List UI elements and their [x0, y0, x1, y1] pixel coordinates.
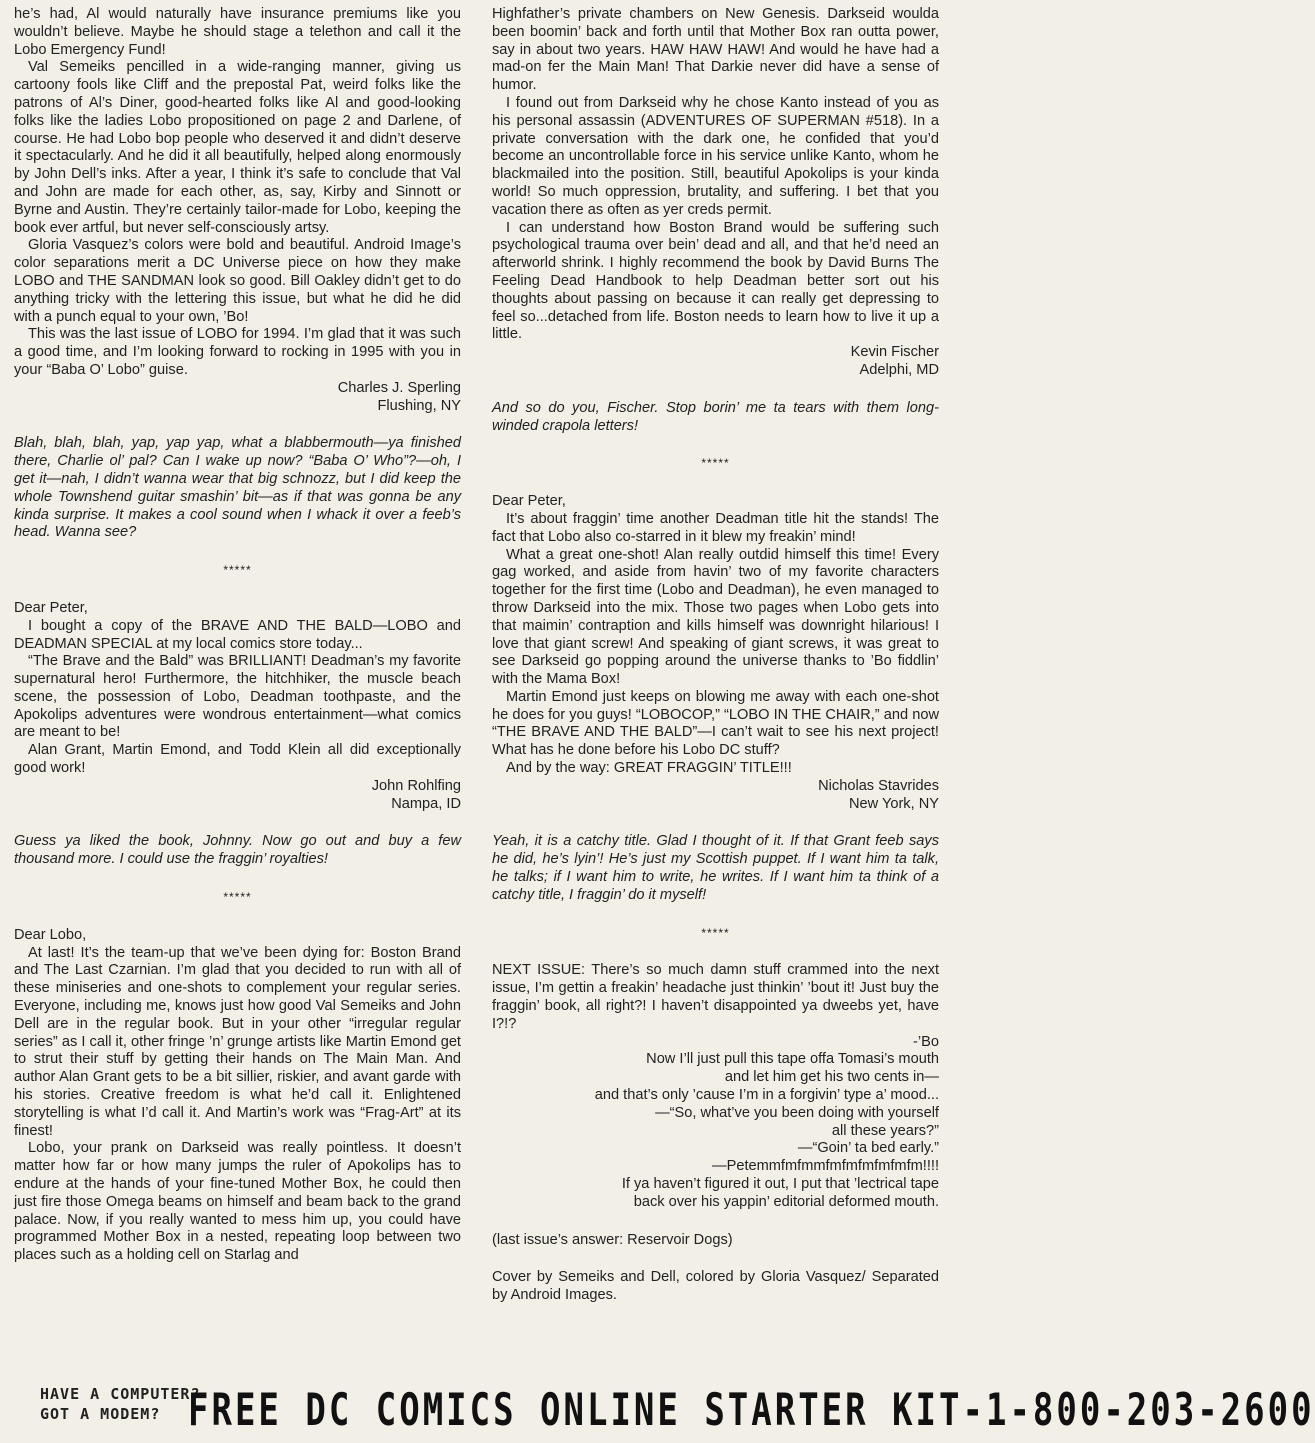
- body-paragraph: I bought a copy of the BRAVE AND THE BALD—LOBO and DEADMAN SPECIAL at my local comics store today...: [14, 617, 461, 652]
- body-paragraph: Cover by Semeiks and Dell, colored by Gloria Vasquez/ Separated by Android Images.: [492, 1269, 939, 1304]
- letter-signature: Charles J. Sperling: [337, 379, 461, 396]
- body-paragraph: “The Brave and the Bald” was BRILLIANT! Deadman’s my favorite supernatural hero! Furthermore, the hitchhiker, the muscle beach scene, the possession of Lobo, Deadman toothpaste, and the Apokolips adventures were wondrous entertainment—what comics are meant to be!: [14, 653, 461, 741]
- spacer: [492, 1249, 939, 1269]
- body-paragraph: I can understand how Boston Brand would be suffering such psychological trauma over bein’ dead and all, and that he’d need an afterworld shrink. I highly recommend the book by David Burns The Feeling Dead Handbook to help Deadman better sort out his thoughts about passing on because it can really get depressing to feel so...detached from life. Boston needs to learn how to live it up a little.: [492, 219, 939, 343]
- ad-question: [40, 1384, 201, 1424]
- right-aligned-line: —“Goin’ ta bed early.”: [797, 1140, 939, 1157]
- body-paragraph: Alan Grant, Martin Emond, and Todd Klein all did exceptionally good work!: [14, 742, 461, 777]
- right-aligned-line: -’Bo: [913, 1033, 939, 1050]
- letter-signature: John Rohlfing: [371, 777, 461, 794]
- right-aligned-line: —“So, what’ve you been doing with yourself: [655, 1104, 939, 1121]
- editor-reply: And so do you, Fischer. Stop borin’ me ta tears with them long-winded crapola letters!: [492, 399, 939, 434]
- letter-signature: Adelphi, MD: [859, 361, 939, 378]
- letter-signature: Nicholas Stavrides: [818, 777, 939, 794]
- right-aligned-line: If ya haven’t figured it out, I put that ’lectrical tape: [621, 1176, 939, 1193]
- letter-signature: Nampa, ID: [391, 795, 461, 812]
- ad-question-line-1: HAVE A COMPUTER?: [40, 1385, 201, 1403]
- section-divider: *****: [223, 563, 252, 578]
- body-paragraph: Martin Emond just keeps on blowing me away with each one-shot he does for you guys! “LOBOCOP,” “LOBO IN THE CHAIR,” and now “THE BRAVE AND THE BALD”—I can’t wait to see his next project! What has he done before his Lobo DC stuff?: [492, 688, 939, 759]
- right-aligned-line: —Petemmfmfmmfmfmfmfmfmfm!!!!: [712, 1158, 939, 1175]
- section-divider: *****: [223, 890, 252, 905]
- letter-salutation: Dear Peter,: [492, 493, 566, 510]
- ad-question-line-2: GOT A MODEM?: [40, 1405, 161, 1423]
- body-paragraph: Gloria Vasquez’s colors were bold and beautiful. Android Image’s color separations merit a DC Universe piece on how they make LOBO and THE SANDMAN look so good. Bill Oakley didn’t get to do anything tricky with the lettering this issue, but what he did he did with a punch equal to your own, ’Bo!: [14, 237, 461, 325]
- section-divider: *****: [701, 456, 730, 471]
- right-aligned-line: back over his yappin’ editorial deformed mouth.: [633, 1193, 939, 1210]
- body-paragraph: (last issue’s answer: Reservoir Dogs): [492, 1231, 733, 1248]
- body-paragraph: This was the last issue of LOBO for 1994. I’m glad that it was such a good time, and I’m looking forward to rocking in 1995 with you in your “Baba O’ Lobo” guise.: [14, 326, 461, 378]
- right-aligned-line: Now I’ll just pull this tape offa Tomasi’s mouth: [646, 1051, 939, 1068]
- letters-page: [14, 6, 939, 1372]
- editor-reply: Blah, blah, blah, yap, yap yap, what a blabbermouth—ya finished there, Charlie ol’ pal? Can I wake up now? “Baba O’ Who”?—oh, I get it—nah, I didn’t wanna wear that big schnozz, but I did keep the whole Townshend guitar smashin’ bit—as if that was gonna be any kinda surprise. It makes a cool sound when I whack it over a feeb’s head. Wanna see?: [14, 435, 461, 541]
- letter-signature: Kevin Fischer: [850, 344, 939, 361]
- section-divider: *****: [701, 925, 730, 940]
- letter-salutation: Dear Lobo,: [14, 926, 87, 943]
- body-paragraph: It’s about fraggin’ time another Deadman title hit the stands! The fact that Lobo also co-starred in it blew my freakin’ mind!: [492, 510, 939, 545]
- right-aligned-line: and let him get his two cents in—: [724, 1069, 939, 1086]
- spacer: [492, 1212, 939, 1232]
- body-paragraph: At last! It’s the team-up that we’ve been dying for: Boston Brand and The Last Czarnian. I’m glad that you decided to run with all of these miniseries and one-shots to complement your regular series. Everyone, including me, knows just how good Val Semeiks and John Dell are in the regular book. But in your other “irregular regular series” as I call it, other fringe ’n’ grunge artists like Martin Emond get to strut their stuff by getting their hands on The Main Man. And author Alan Grant gets to be a bit sillier, riskier, and avant garde with his stories. Creative freedom is what he’d call it. Enlightened storytelling is what I’d call it. And Martin’s work was “Frag-Art” at its finest!: [14, 944, 461, 1139]
- body-paragraph: Lobo, your prank on Darkseid was really pointless. It doesn’t matter how far or how many jumps the ruler of Apokolips has to endure at the hands of your fine-tuned Mother Box, he could then just fire those Omega beams on himself and beam back to the grand palace. Now, if you really wanted to mess him up, you could have programmed Mother Box in a nested, repeating loop between two places such as a holding cell on Starlag and: [14, 1140, 461, 1264]
- left-column: [14, 6, 461, 1265]
- body-paragraph: NEXT ISSUE: There’s so much damn stuff crammed into the next issue, I’m gettin a freakin’ headache just thinkin’ ’bout it! Just buy the fraggin’ book, all right?! I haven’t disappointed ya dweebs yet, have I?!?: [492, 962, 939, 1032]
- letter-salutation: Dear Peter,: [14, 599, 88, 616]
- ad-headline: FREE DC COMICS ONLINE STARTER KIT-1-800-203-2600: [188, 1384, 1315, 1437]
- footer-ad-banner: [0, 1378, 1315, 1443]
- body-paragraph: I found out from Darkseid why he chose Kanto instead of you as his personal assassin (ADVENTURES OF SUPERMAN #518). In a private conversation with the dark one, he confided that you’d become an uncontrollable force in his service unlike Kanto, whom he blackmailed into the position. Still, beautiful Apokolips is your kinda world! So much oppression, brutality, and suffering. I bet that you vacation there as often as yer creds permit.: [492, 94, 939, 218]
- body-paragraph: And by the way: GREAT FRAGGIN’ TITLE!!!: [506, 760, 792, 777]
- letter-signature: New York, NY: [848, 795, 939, 812]
- right-aligned-line: all these years?”: [831, 1122, 939, 1139]
- letter-signature: Flushing, NY: [377, 397, 461, 414]
- body-paragraph: Val Semeiks pencilled in a wide-ranging manner, giving us cartoony fools like Cliff and the prepostal Pat, weird folks like the patrons of Al’s Diner, good-hearted folks like Al and good-looking folks like the ladies Lobo propositioned on page 2 and Darlene, of course. He had Lobo bop people who deserved it and didn’t deserve it spectacularly. And he did it all beautifully, helped along enormously by John Dell’s inks. After a year, I think it’s safe to conclude that Val and John are made for each other, as, say, Kirby and Sinnott or Byrne and Austin. They’re certainly tailor-made for Lobo, keeping the book ever artful, but never self-consciously artsy.: [14, 59, 461, 236]
- body-paragraph: What a great one-shot! Alan really outdid himself this time! Every gag worked, and aside from havin’ two of my favorite characters together for the first time (Lobo and Deadman), he even managed to throw Darkseid into the mix. Those two pages when Lobo gets into that maimin’ contraption and kills himself was downright hilarious! I love that giant screw! And speaking of giant screws, it was great to see Darkseid go popping around the universe thanks to ’Bo fiddlin’ with the Mama Box!: [492, 546, 939, 688]
- editor-reply: Yeah, it is a catchy title. Glad I thought of it. If that Grant feeb says he did, he’s lyin’! He’s just my Scottish puppet. If I want him ta talk, he talks; if I want him to write, he writes. If I want him ta think of a catchy title, I fraggin’ do it myself!: [492, 833, 939, 903]
- editor-reply: Guess ya liked the book, Johnny. Now go out and buy a few thousand more. I could use the fraggin’ royalties!: [14, 833, 461, 868]
- body-paragraph: he’s had, Al would naturally have insurance premiums like you wouldn’t believe. Maybe he should stage a telethon and call it the Lobo Emergency Fund!: [14, 6, 461, 58]
- right-aligned-line: and that’s only ’cause I’m in a forgivin’ type a’ mood...: [594, 1087, 939, 1104]
- right-column: [492, 6, 939, 1305]
- body-paragraph: Highfather’s private chambers on New Genesis. Darkseid woulda been boomin’ back and forth until that Mother Box ran outta power, say in about two years. HAW HAW HAW! And would he have had a mad-on fer the Main Man! That Darkie never did have a sense of humor.: [492, 6, 939, 94]
